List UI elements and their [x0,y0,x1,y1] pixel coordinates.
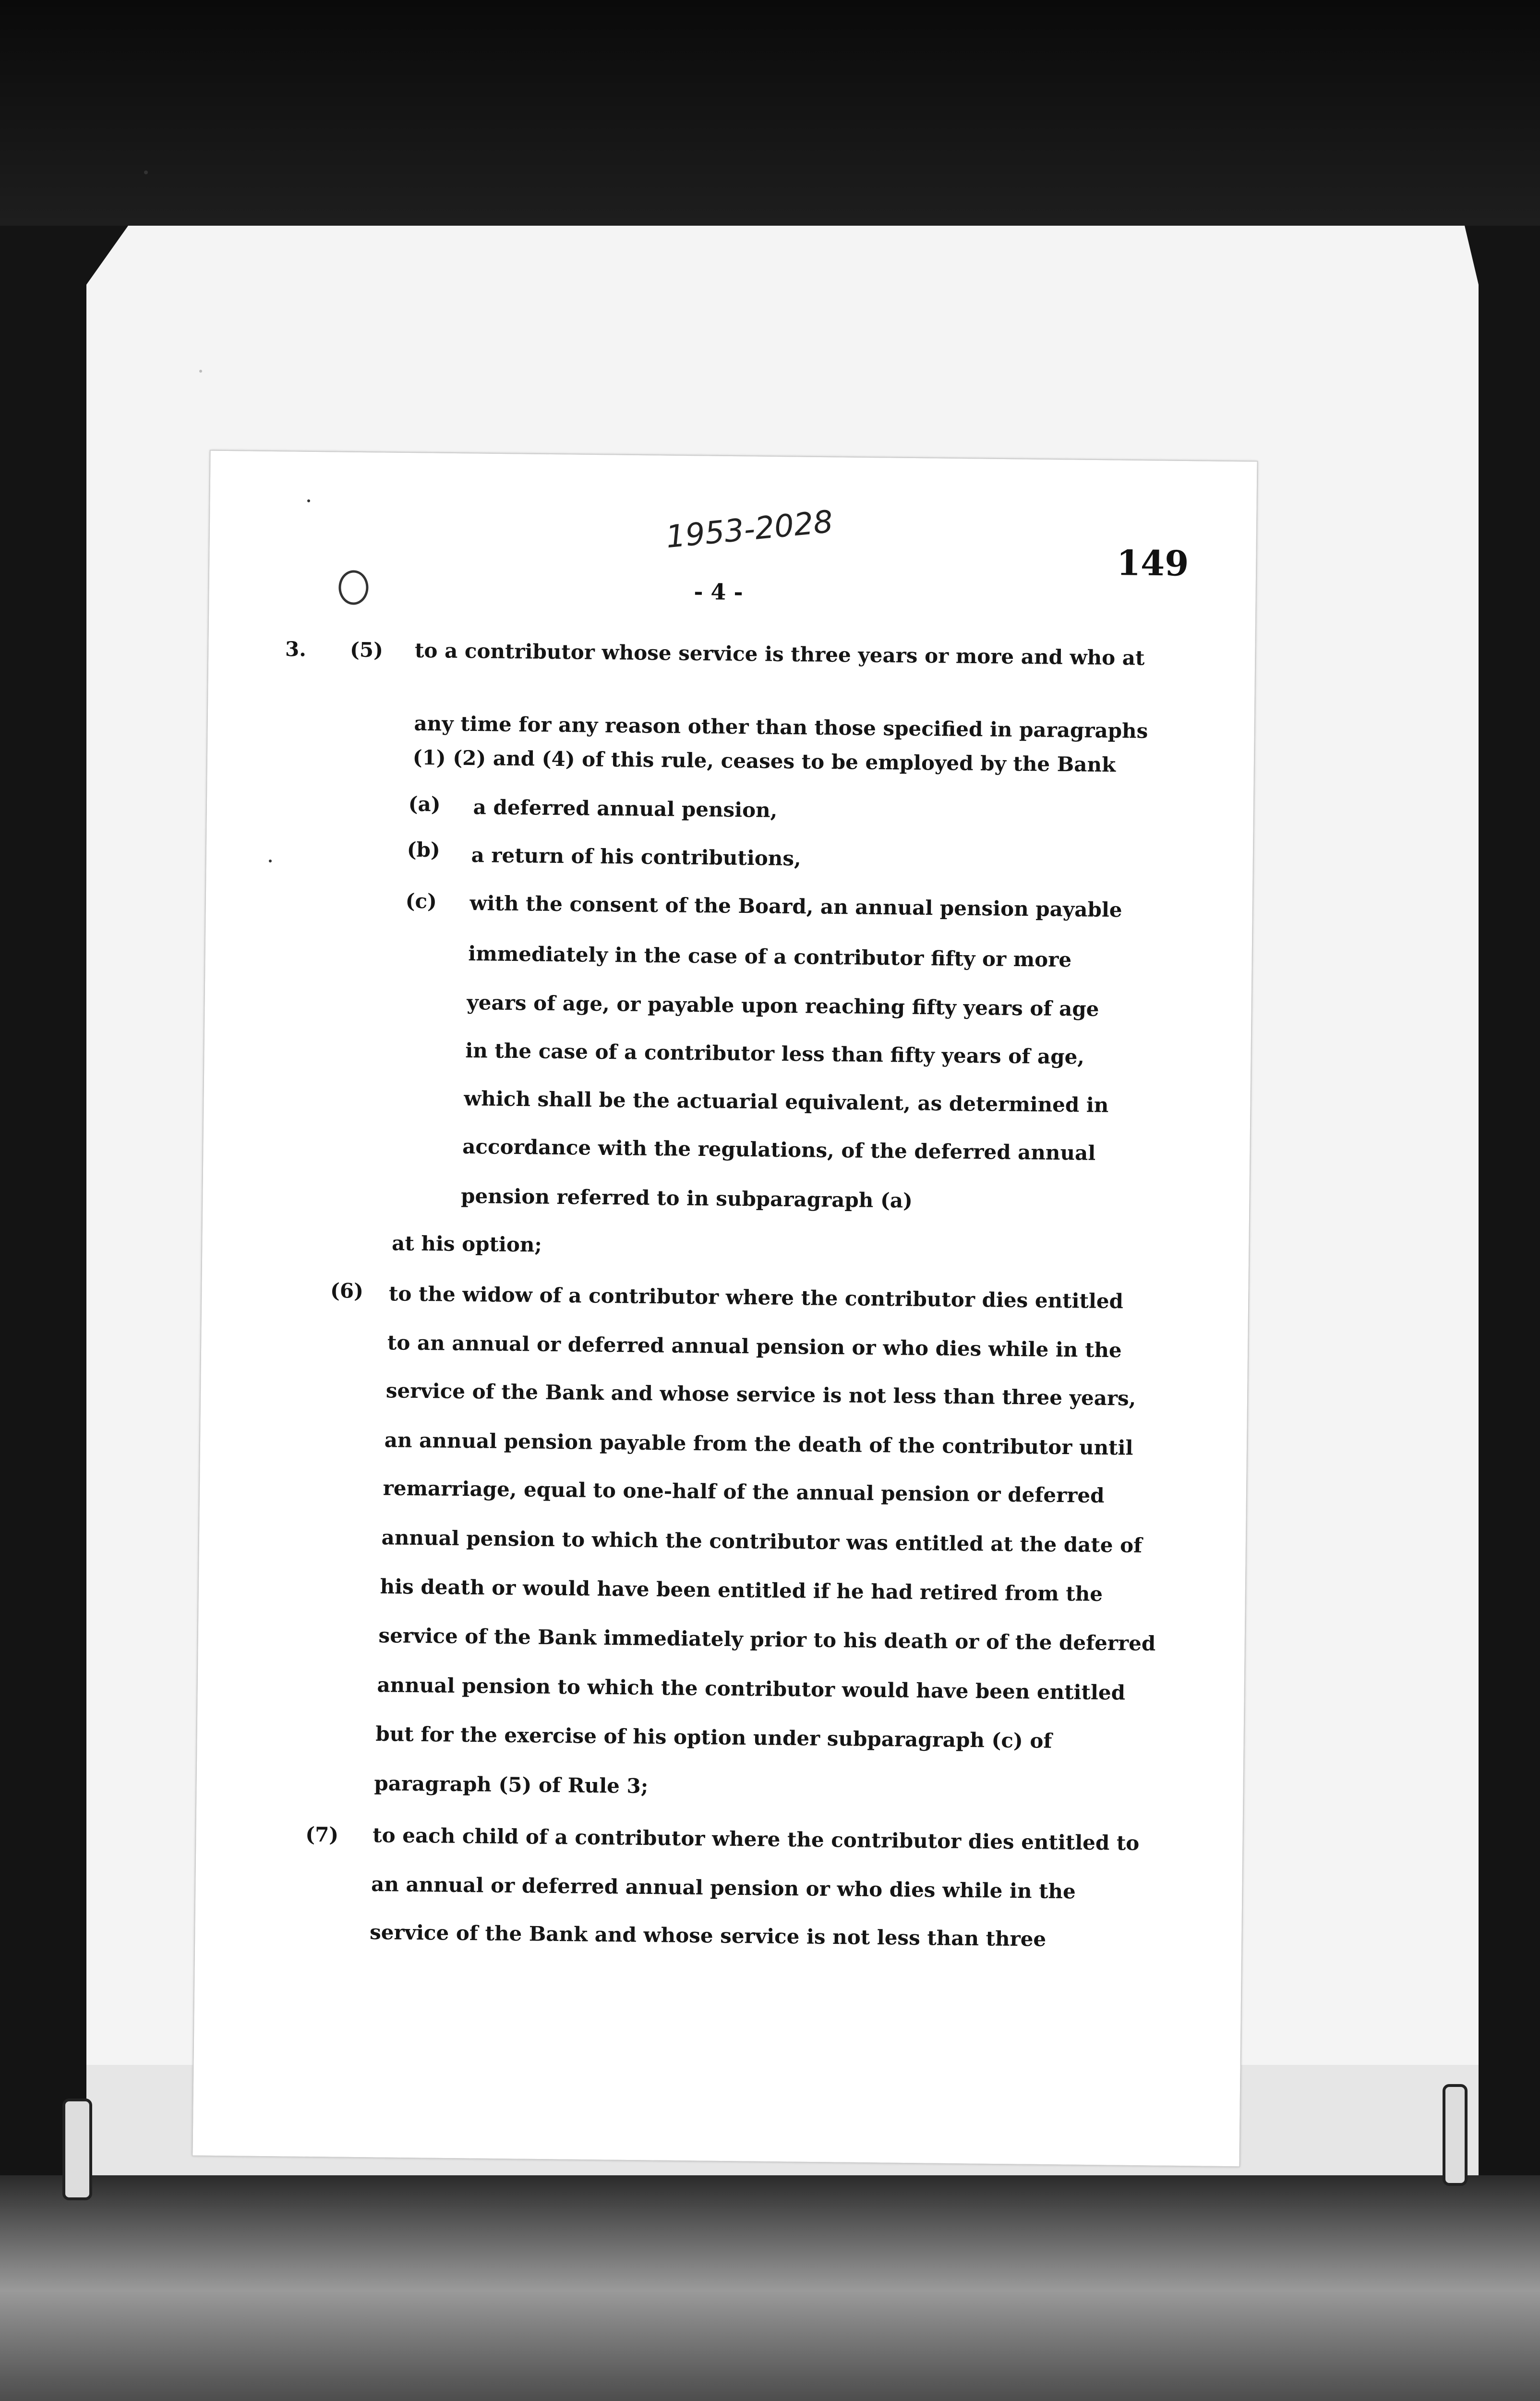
option-line: years of age, or payable upon reaching fifty years of age [467,990,1099,1021]
center-page-number: - 4 - [694,578,743,605]
archive-reference: 1953-2028 [664,504,835,556]
scan-speck [144,170,148,174]
paragraph-line: service of the Bank and whose service is not less than three [369,1920,1047,1951]
paragraph-line: to the widow of a contributor where the contributor dies entitled [388,1282,1124,1313]
paragraph-line: to each child of a contributor where the contributor dies entitled to [372,1823,1140,1855]
paragraph-line: an annual or deferred annual pension or who dies while in the [371,1872,1076,1904]
paragraph-line: any time for any reason other than those specified in paragraphs [414,711,1148,743]
paragraph-number: (5) [349,638,384,662]
paragraph-line: but for the exercise of his option under subparagraph (c) of [375,1722,1052,1753]
paragraph-number: (7) [305,1822,339,1847]
option-label: (a) [408,792,441,816]
paragraph-line: (1) (2) and (4) of this rule, ceases to be employed by the Bank [412,745,1116,777]
paragraph-line: to an annual or deferred annual pension or who dies while in the [387,1331,1122,1362]
option-label: (b) [407,837,441,862]
option-line: with the consent of the Board, an annual pension payable [469,891,1122,922]
scan-speck [199,370,202,373]
page-number: 149 [1116,542,1189,584]
paragraph-line: service of the Bank immediately prior to his death or of the deferred [378,1624,1156,1656]
rule-number: 3. [285,637,307,661]
paragraph-closing: at his option; [391,1231,542,1257]
option-line: in the case of a contributor less than fifty years of age, [465,1038,1085,1069]
option-line: accordance with the regulations, of the deferred annual [462,1134,1096,1165]
option-line: a return of his contributions, [471,843,801,871]
option-line: immediately in the case of a contributor fifty or more [468,941,1072,972]
paragraph-line: an annual pension payable from the death of the contributor until [384,1428,1133,1460]
option-line: pension referred to in subparagraph (a) [460,1184,913,1213]
paragraph-line: annual pension to which the contributor would have been entitled [377,1673,1126,1705]
option-label: (c) [405,889,437,913]
scan-speck [269,860,272,862]
paragraph-line: paragraph (5) of Rule 3; [374,1771,649,1798]
paragraph-line: annual pension to which the contributor was entitled at the date of [381,1526,1143,1557]
paragraph-line: service of the Bank and whose service is not less than three years, [385,1379,1136,1410]
option-line: a deferred annual pension, [473,795,778,822]
paragraph-line: to a contributor whose service is three years or more and who at [414,638,1145,670]
scan-speck [307,499,310,502]
punch-hole-icon [338,570,369,605]
paragraph-number: (6) [330,1279,364,1303]
option-line: which shall be the actuarial equivalent, as determined in [464,1086,1109,1117]
paragraph-line: remarriage, equal to one-half of the annual pension or deferred [383,1476,1105,1507]
paragraph-line: his death or would have been entitled if he had retired from the [380,1575,1103,1606]
